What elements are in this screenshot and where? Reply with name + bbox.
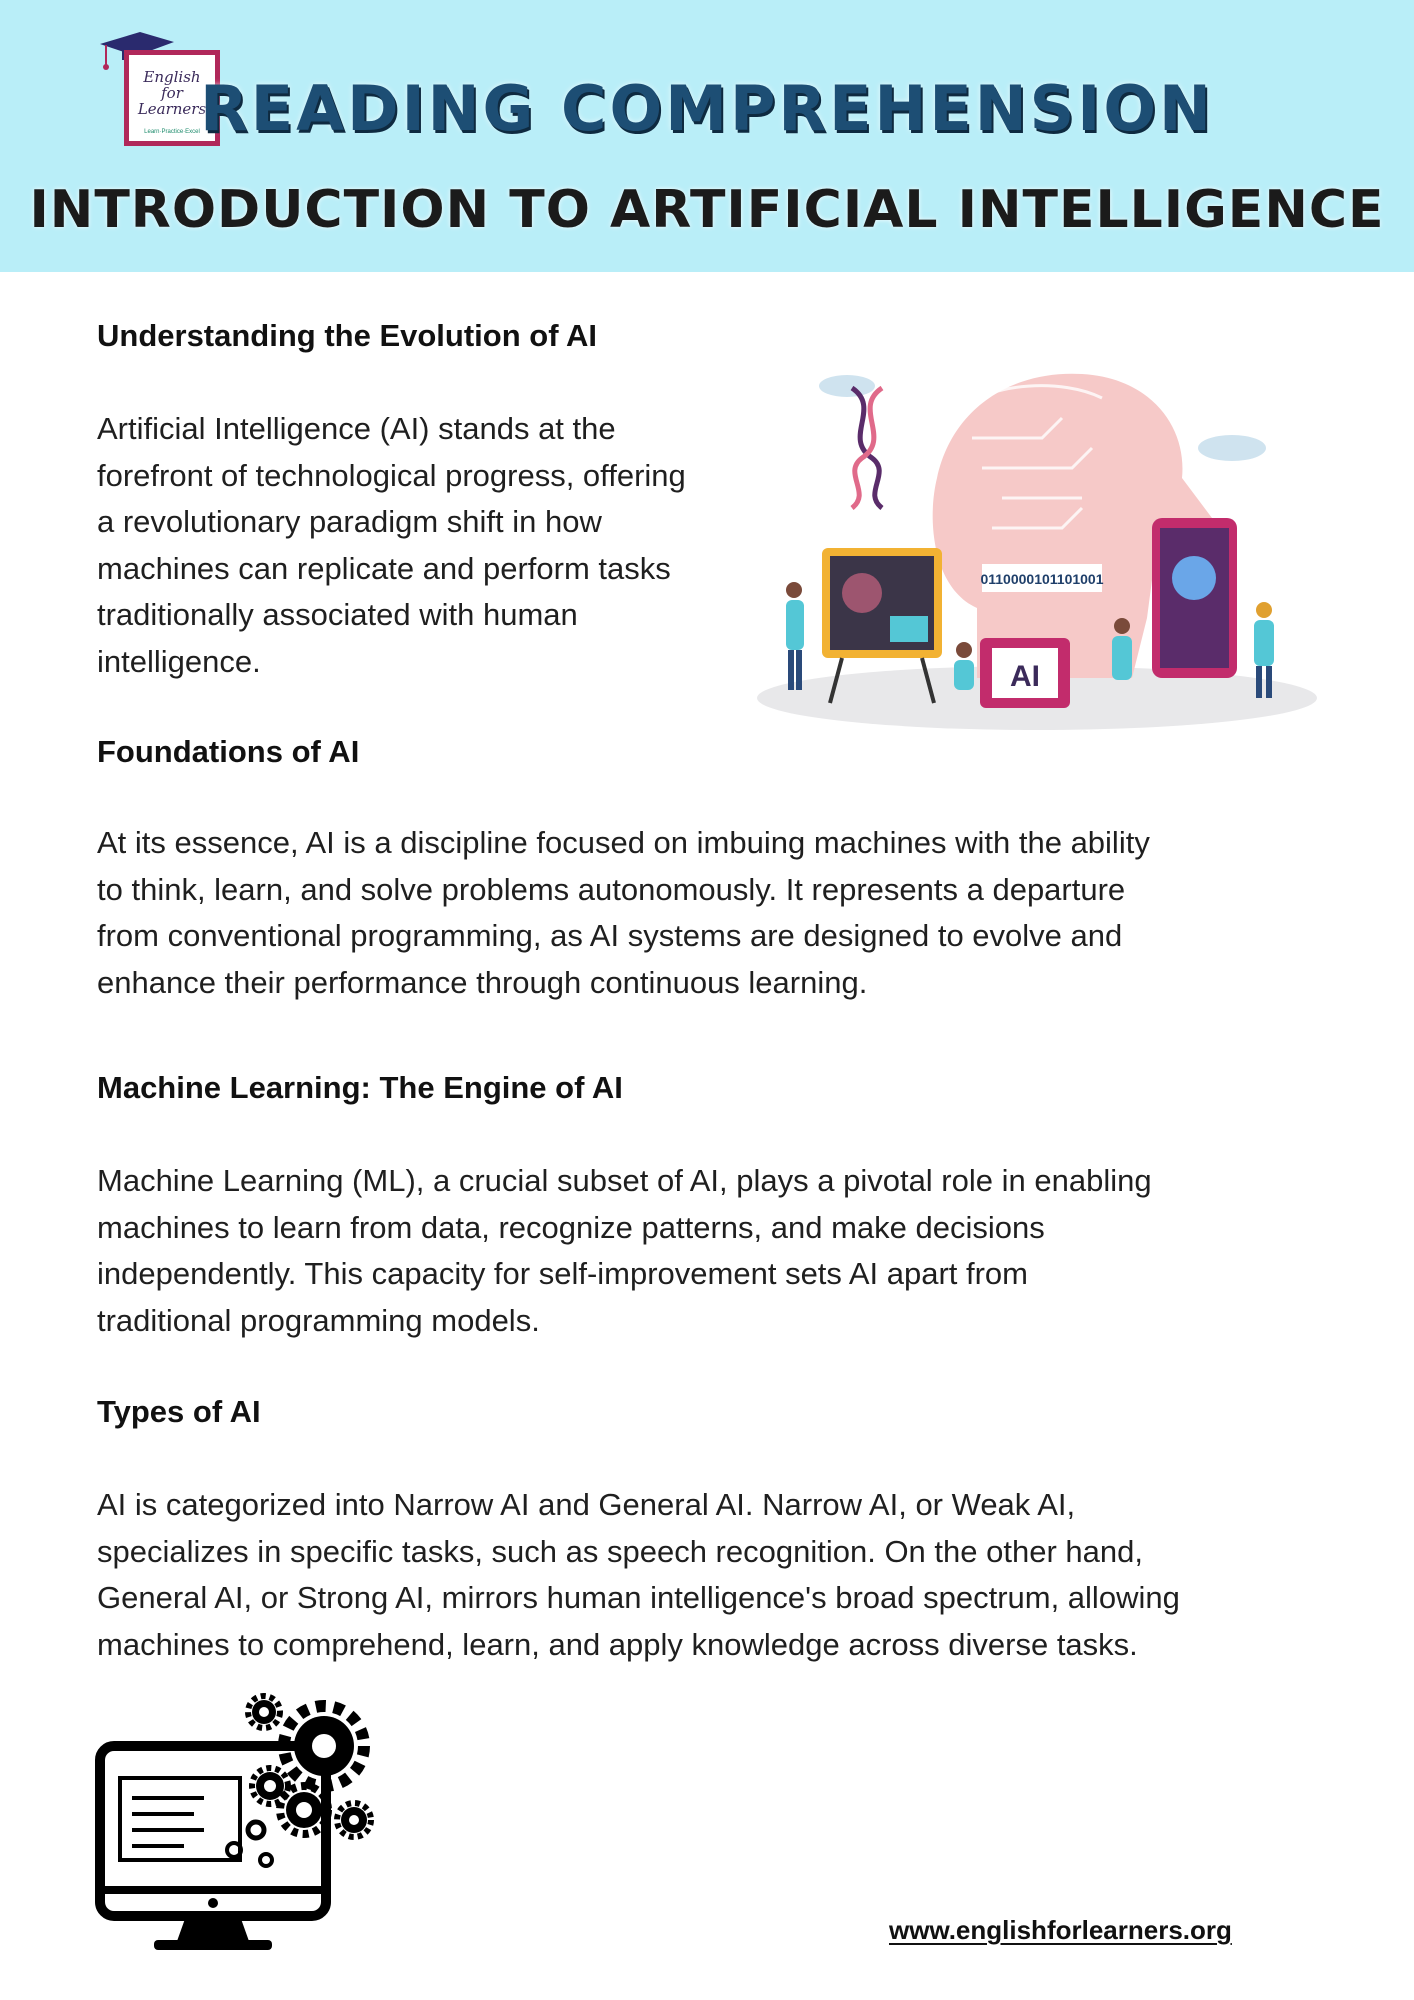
page-title: READING COMPREHENSION [200, 72, 1214, 145]
text-line: from conventional programming, as AI systems are designed to evolve and [97, 918, 1123, 953]
website-link[interactable]: www.englishforlearners.org [889, 1915, 1232, 1945]
text-line: traditionally associated with human [97, 597, 578, 632]
text-line: machines to comprehend, learn, and apply knowledge across diverse tasks. [97, 1626, 1138, 1662]
chip-label: AI [1010, 660, 1040, 693]
text-line: enhance their performance through continuous learning. [97, 964, 868, 1000]
text-line: forefront of technological progress, offering [97, 457, 686, 493]
section-text-foundations [97, 820, 1150, 1006]
logo-line-2: for [161, 84, 183, 102]
logo-line-1: English [143, 68, 201, 86]
text-line: At its essence, AI is a discipline focused on imbuing machines with the ability [97, 825, 1150, 860]
section-text-types [97, 1482, 1180, 1668]
section-heading-machine-learning: Machine Learning: The Engine of AI [97, 1070, 623, 1105]
text-line: to think, learn, and solve problems autonomously. It represents a departure [97, 871, 1126, 907]
text-line: traditional programming models. [97, 1302, 540, 1338]
text-line: AI is categorized into Narrow AI and General AI. Narrow AI, or Weak AI, [97, 1487, 1076, 1522]
text-line: Machine Learning (ML), a crucial subset of AI, plays a pivotal role in enabling [97, 1163, 1152, 1198]
ai-head-illustration [742, 368, 1320, 738]
computer-gears-icon [94, 1690, 378, 1960]
text-line: machines to learn from data, recognize patterns, and make decisions [97, 1209, 1045, 1245]
text-line: specializes in specific tasks, such as speech recognition. On the other hand, [97, 1533, 1143, 1569]
text-line: independently. This capacity for self-improvement sets AI apart from [97, 1256, 1028, 1291]
text-line: machines can replicate and perform tasks [97, 550, 671, 586]
text-line: intelligence. [97, 643, 261, 679]
section-heading-foundations: Foundations of AI [97, 734, 360, 769]
logo-line-3: Learners [137, 100, 207, 118]
text-line: Artificial Intelligence (AI) stands at the [97, 411, 616, 446]
section-heading-types: Types of AI [97, 1394, 261, 1429]
section-text-machine-learning [97, 1158, 1152, 1344]
header-banner [0, 0, 1414, 272]
binary-label: 0110000101101001 [980, 571, 1104, 587]
section-heading-evolution: Understanding the Evolution of AI [97, 318, 597, 353]
section-text-evolution [97, 406, 686, 685]
logo-tagline: Learn·Practice·Excel [144, 129, 200, 135]
text-line: General AI, or Strong AI, mirrors human intelligence's broad spectrum, allowing [97, 1580, 1180, 1615]
page-subtitle: INTRODUCTION TO ARTIFICIAL INTELLIGENCE [29, 180, 1385, 240]
text-line: a revolutionary paradigm shift in how [97, 504, 602, 539]
